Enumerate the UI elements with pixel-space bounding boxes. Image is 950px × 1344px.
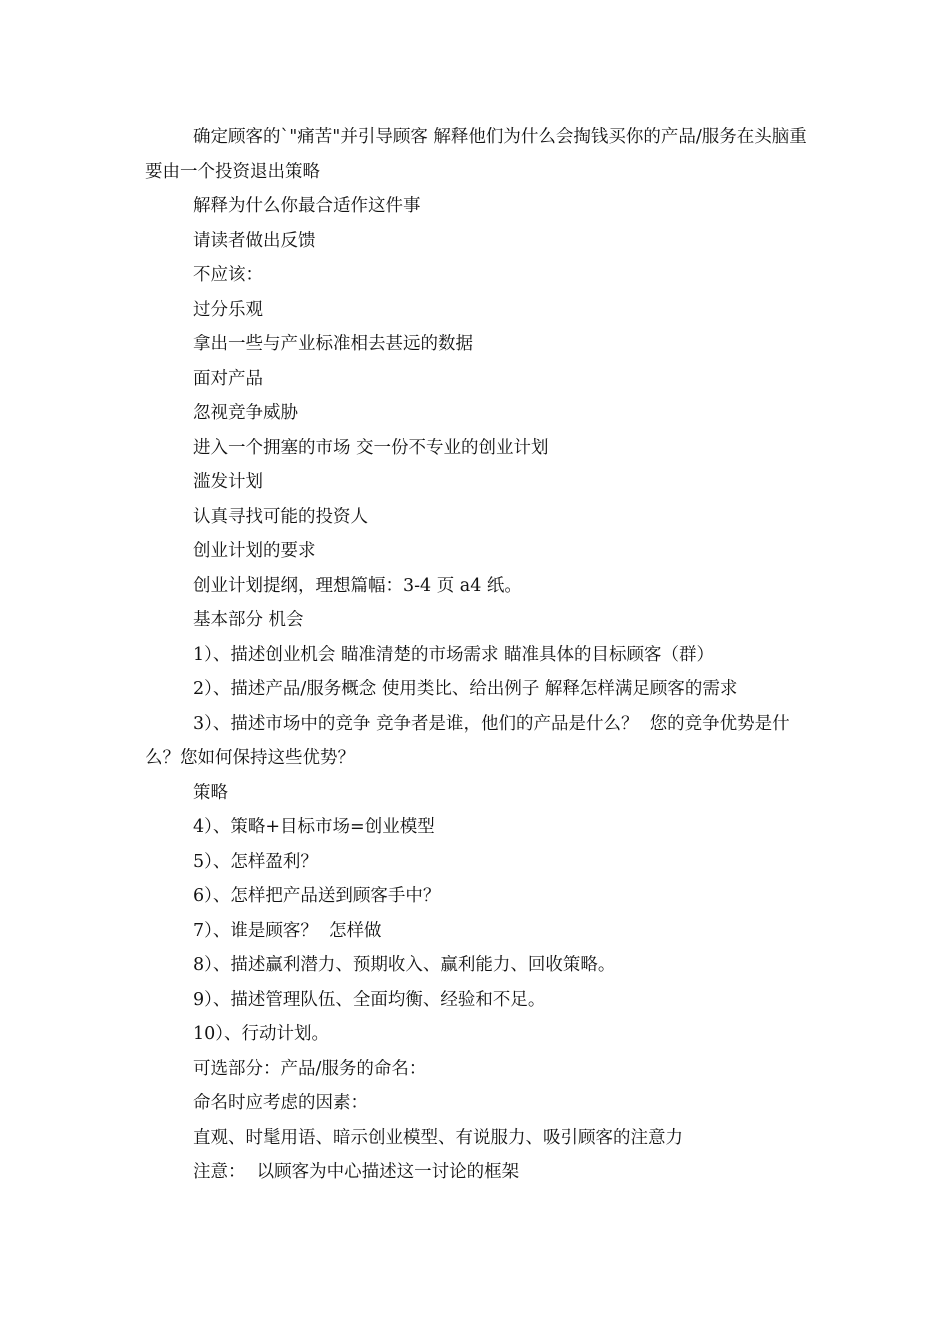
paragraph-reader-feedback: 请读者做出反馈 <box>193 230 316 251</box>
paragraph-over-optimistic: 过分乐观 <box>193 299 263 320</box>
list-item-6: 6）、怎样把产品送到顾客手中？ <box>193 886 441 906</box>
list-item-2: 2）、描述产品/服务概念 使用类比、给出例子 解释怎样满足顾客的需求 <box>193 679 738 699</box>
paragraph-spam-plan: 滥发计划 <box>193 472 263 492</box>
list-item-10: 10）、行动计划。 <box>193 1024 330 1044</box>
paragraph-should-not-heading: 不应该： <box>193 265 263 285</box>
paragraph-product-facing: 面对产品 <box>193 368 263 389</box>
list-item-4: 4）、策略+目标市场=创业模型 <box>193 817 435 837</box>
paragraph-basic-section: 基本部分 机会 <box>193 610 304 630</box>
list-item-3: 3）、描述市场中的竞争 竞争者是谁，他们的产品是什么？ 您的竞争优势是什么？您如何保持这些优势？ <box>145 713 790 768</box>
paragraph-find-investors: 认真寻找可能的投资人 <box>193 506 368 527</box>
paragraph-plan-outline: 创业计划提纲，理想篇幅：3-4 页 a4 纸。 <box>193 575 522 596</box>
paragraph-optional-section: 可选部分：产品/服务的命名： <box>193 1058 427 1079</box>
document-body <box>145 120 815 1190</box>
paragraph-note: 注意： 以顾客为中心描述这一讨论的框架 <box>193 1162 520 1182</box>
list-item-1: 1）、描述创业机会 瞄准清楚的市场需求 瞄准具体的目标顾客（群） <box>193 644 715 665</box>
paragraph-naming-factors: 命名时应考虑的因素： <box>193 1093 368 1113</box>
paragraph-plan-requirements: 创业计划的要求 <box>193 541 316 561</box>
paragraph-naming-list: 直观、时髦用语、暗示创业模型、有说服力、吸引顾客的注意力 <box>193 1127 683 1148</box>
list-item-8: 8）、描述赢利潜力、预期收入、赢利能力、回收策略。 <box>193 955 616 975</box>
paragraph-crowded-market: 进入一个拥塞的市场 交一份不专业的创业计划 <box>193 437 549 458</box>
list-item-9: 9）、描述管理队伍、全面均衡、经验和不足。 <box>193 989 546 1010</box>
paragraph-ignore-competition: 忽视竞争威胁 <box>193 403 298 423</box>
paragraph-customer-pain: 确定顾客的`"痛苦"并引导顾客 解释他们为什么会掏钱买你的产品/服务在头脑重要由一个投资退出策略 <box>145 127 807 182</box>
list-item-5: 5）、怎样盈利？ <box>193 851 318 872</box>
paragraph-why-you: 解释为什么你最合适作这件事 <box>193 196 421 216</box>
paragraph-bad-data: 拿出一些与产业标准相去甚远的数据 <box>193 334 473 354</box>
paragraph-strategy-heading: 策略 <box>193 782 228 803</box>
list-item-7: 7）、谁是顾客？ 怎样做 <box>193 920 382 941</box>
